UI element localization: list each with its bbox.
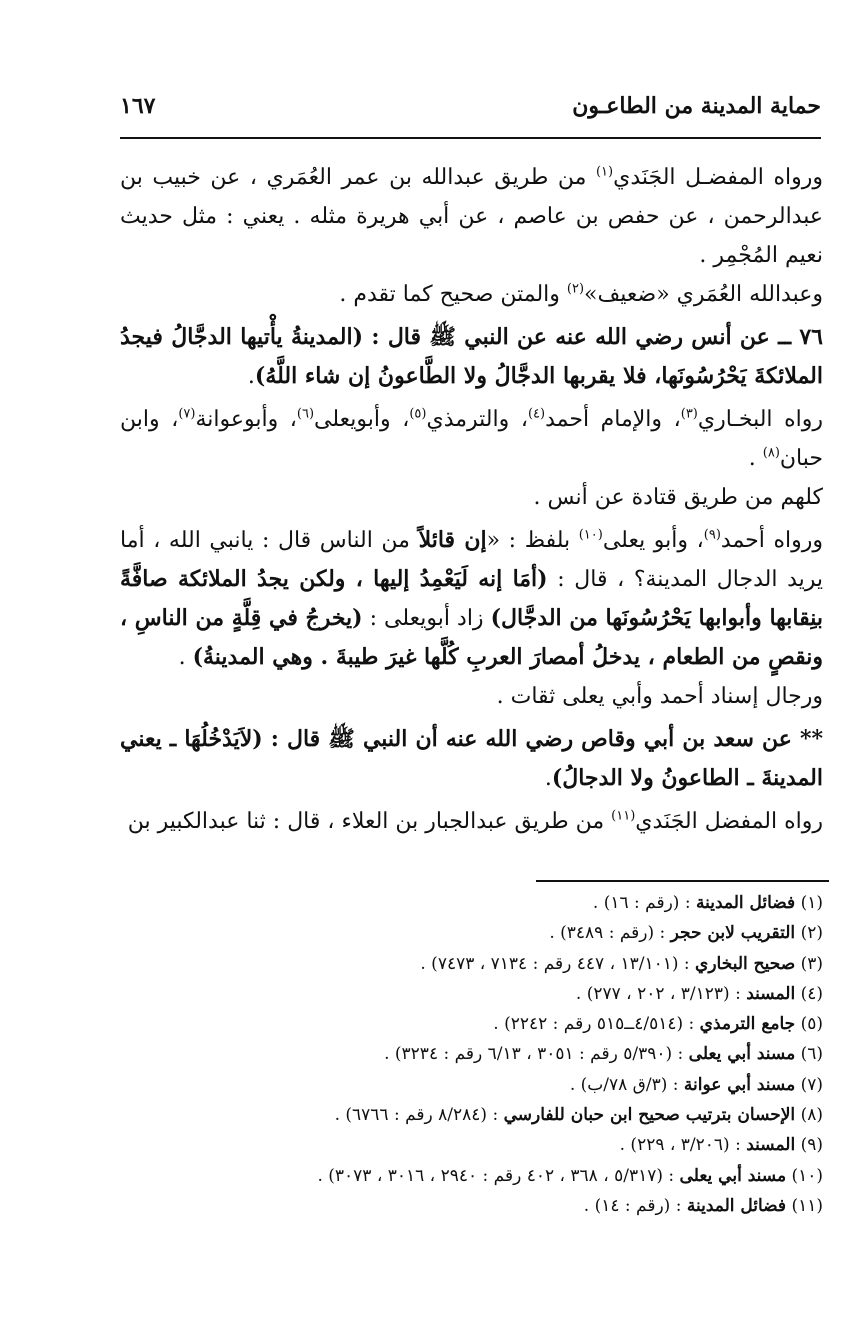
footnote-3: (٣) صحيح البخاري : (١٣/١٠١ ، ٤٤٧ رقم : ٧١٣٤ ، ٧٤٧٣) . [420,953,823,974]
footnote-6: (٦) مسند أبي يعلى : (٥/٣٩٠ رقم : ٣٠٥١ ، ٦/١٣ رقم : ٣٢٣٤) . [384,1044,823,1065]
footnote-4: (٤) المسند : (٣/١٢٣ ، ٢٠٢ ، ٢٧٧) . [575,983,823,1004]
page-number: ١٦٧ [120,93,156,119]
footnote-11: (١١) فضائل المدينة : (رقم : ١٤) . [583,1195,823,1216]
footnote-rule [536,880,829,882]
main-text [120,158,823,841]
paragraph-mufaddal: رواه المفضل الجَنَدي$^{(١١)}$ من طريق عبدالجبار بن العلاء ، قال : ثنا عبدالكبير بن [127,808,823,834]
paragraph-narrators: ورجال إسناد أحمد وأبي يعلى ثقات . [496,684,823,709]
hadith-saad: ** عن سعد بن أبي وقاص رضي الله عنه أن النبي ﷺ قال : (لاَيَدْخُلُهَا ـ يعني المدينةَ ـ الطاعونُ ولا الدجالُ). [120,726,823,791]
footnote-8: (٨) الإحسان بترتيب صحيح ابن حبان للفارسي : (٨/٢٨٤ رقم : ٦٧٦٦) . [334,1105,823,1126]
paragraph-ahmad: ورواه أحمد$^{(٩)}$، وأبو يعلى$^{(١٠)}$ بلفظ : «إن قائلاً من الناس قال : يانبي الله ، أما يريد الدجال المدينة؟ ، قال : (أمَا إنه لَيَعْمِدُ إليها ، ولكن يجدُ الملائكة صافَّةً بنِقابها وأبوابها يَحْرُسُونَها من الدجَّال) زاد أبويعلى : (يخرجُ في قِلَّةٍ من الناسِ ، ونقصٍ من الطعام ، يدخلُ أمصارَ العربِ كُلَّها غيرَ طيبةَ . وهي المدينةُ) . [120,527,823,670]
running-header [120,86,821,126]
paragraph-1: ورواه المفضـل الجَنَدي$^{(١)}$ من طريق عبدالله بن عمر العُمَري ، عن خبيب بن عبدالرحمن ، عن حفص بن عاصم ، عن أبي هريرة مثله . يعني : مثل حديث نعيم المُجْمِر . [120,164,823,268]
footnote-1: (١) فضائل المدينة : (رقم : ١٦) . [592,893,823,913]
paragraph-chain: كلهم من طريق قتادة عن أنس . [533,485,823,510]
footnote-2: (٢) التقريب لابن حجر : (رقم : ٣٤٨٩) . [549,923,823,944]
footnotes [120,888,823,1221]
footnote-9: (٩) المسند : (٣/٢٠٦ ، ٢٢٩) . [619,1135,823,1156]
paragraph-sources: رواه البخـاري$^{(٣)}$، والإمام أحمد$^{(٤)}$، والترمذي$^{(٥)}$، وأبويعلى$^{(٦)}$، وأبوعوانة$^{(٧)}$، وابن حبان$^{(٨)}$ . [120,406,824,471]
footnote-5: (٥) جامع الترمذي : (٤/٥١٤ــ٥١٥ رقم : ٢٢٤٢) . [493,1014,823,1035]
paragraph-2: وعبدالله العُمَري «ضعيف»$^{(٢)}$ والمتن صحيح كما تقدم . [339,281,823,307]
running-title: حماية المدينة من الطاعـون [572,93,821,119]
header-rule [120,137,821,139]
hadith-76: ٧٦ ــ عن أنس رضي الله عنه عن النبي ﷺ قال : (المدينةُ يأْتيها الدجَّالُ فيجدُ الملائكةَ يَحْرُسُونَها، فلا يقربها الدجَّالُ ولا الطَّاعونُ إن شاء اللَّهُ). [120,324,823,389]
footnote-7: (٧) مسند أبي عوانة : (٣/ق ٧٨/ب) . [569,1074,823,1095]
footnote-10: (١٠) مسند أبي يعلى : (٥/٣١٧ ، ٣٦٨ ، ٤٠٢ رقم : ٢٩٤٠ ، ٣٠١٦ ، ٣٠٧٣) . [317,1165,823,1186]
